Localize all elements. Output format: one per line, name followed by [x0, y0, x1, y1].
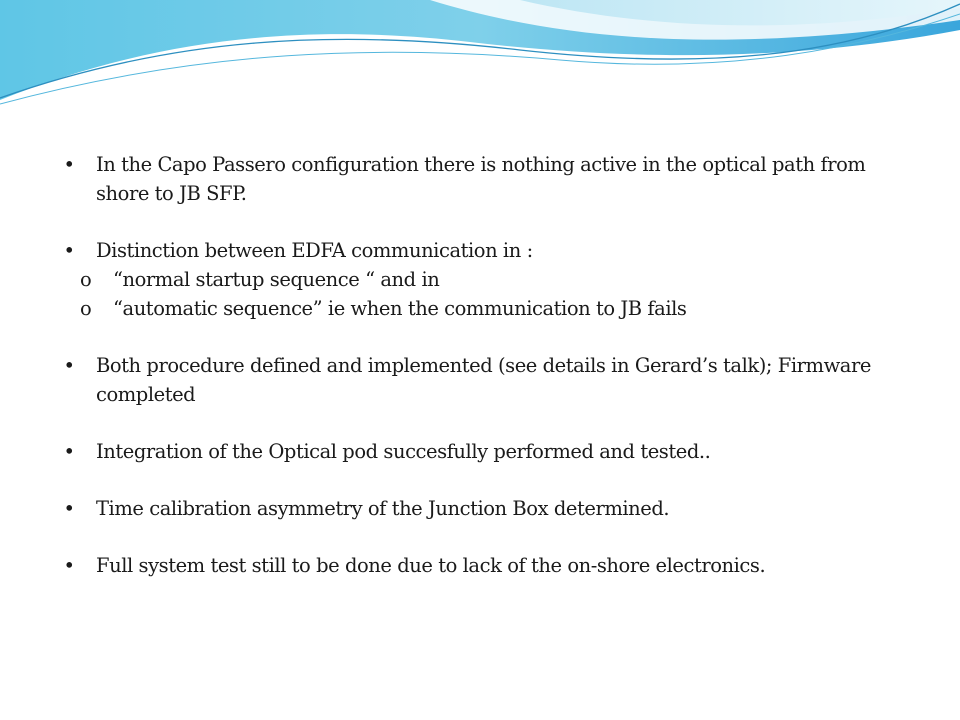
sub-bullet-text: “normal startup sequence “ and in [113, 268, 440, 291]
bullet-text: Full system test still to be done due to lack of the on-shore electronics. [96, 554, 766, 577]
bullet-item [62, 551, 922, 580]
header-wave-decoration [0, 0, 960, 110]
sub-list-item [62, 294, 922, 323]
bullet-marker: • [63, 153, 75, 176]
bullet-item [62, 494, 922, 523]
bullet-marker: • [63, 554, 75, 577]
bullet-marker: • [63, 497, 75, 520]
bullet-item [62, 150, 922, 208]
bullet-item [62, 437, 922, 466]
bullet-item [62, 236, 922, 323]
bullet-text: Integration of the Optical pod succesfully performed and tested.. [96, 440, 711, 463]
bullet-text: Both procedure defined and implemented (see details in Gerard’s talk); Firmware completed [96, 354, 871, 406]
bullet-marker: • [63, 239, 75, 262]
bullet-item [62, 351, 922, 409]
bullet-text: Time calibration asymmetry of the Junction Box determined. [96, 497, 670, 520]
sub-bullet-marker: o [80, 268, 92, 291]
sub-list-item [62, 265, 922, 294]
slide-body [62, 150, 922, 608]
sub-list [62, 265, 922, 323]
bullet-text: Distinction between EDFA communication in : [96, 239, 533, 262]
sub-bullet-text: “automatic sequence” ie when the communication to JB fails [113, 297, 687, 320]
bullet-marker: • [63, 440, 75, 463]
bullet-text: In the Capo Passero configuration there is nothing active in the optical path from shore to JB SFP. [96, 153, 866, 205]
bullet-marker: • [63, 354, 75, 377]
sub-bullet-marker: o [80, 297, 92, 320]
